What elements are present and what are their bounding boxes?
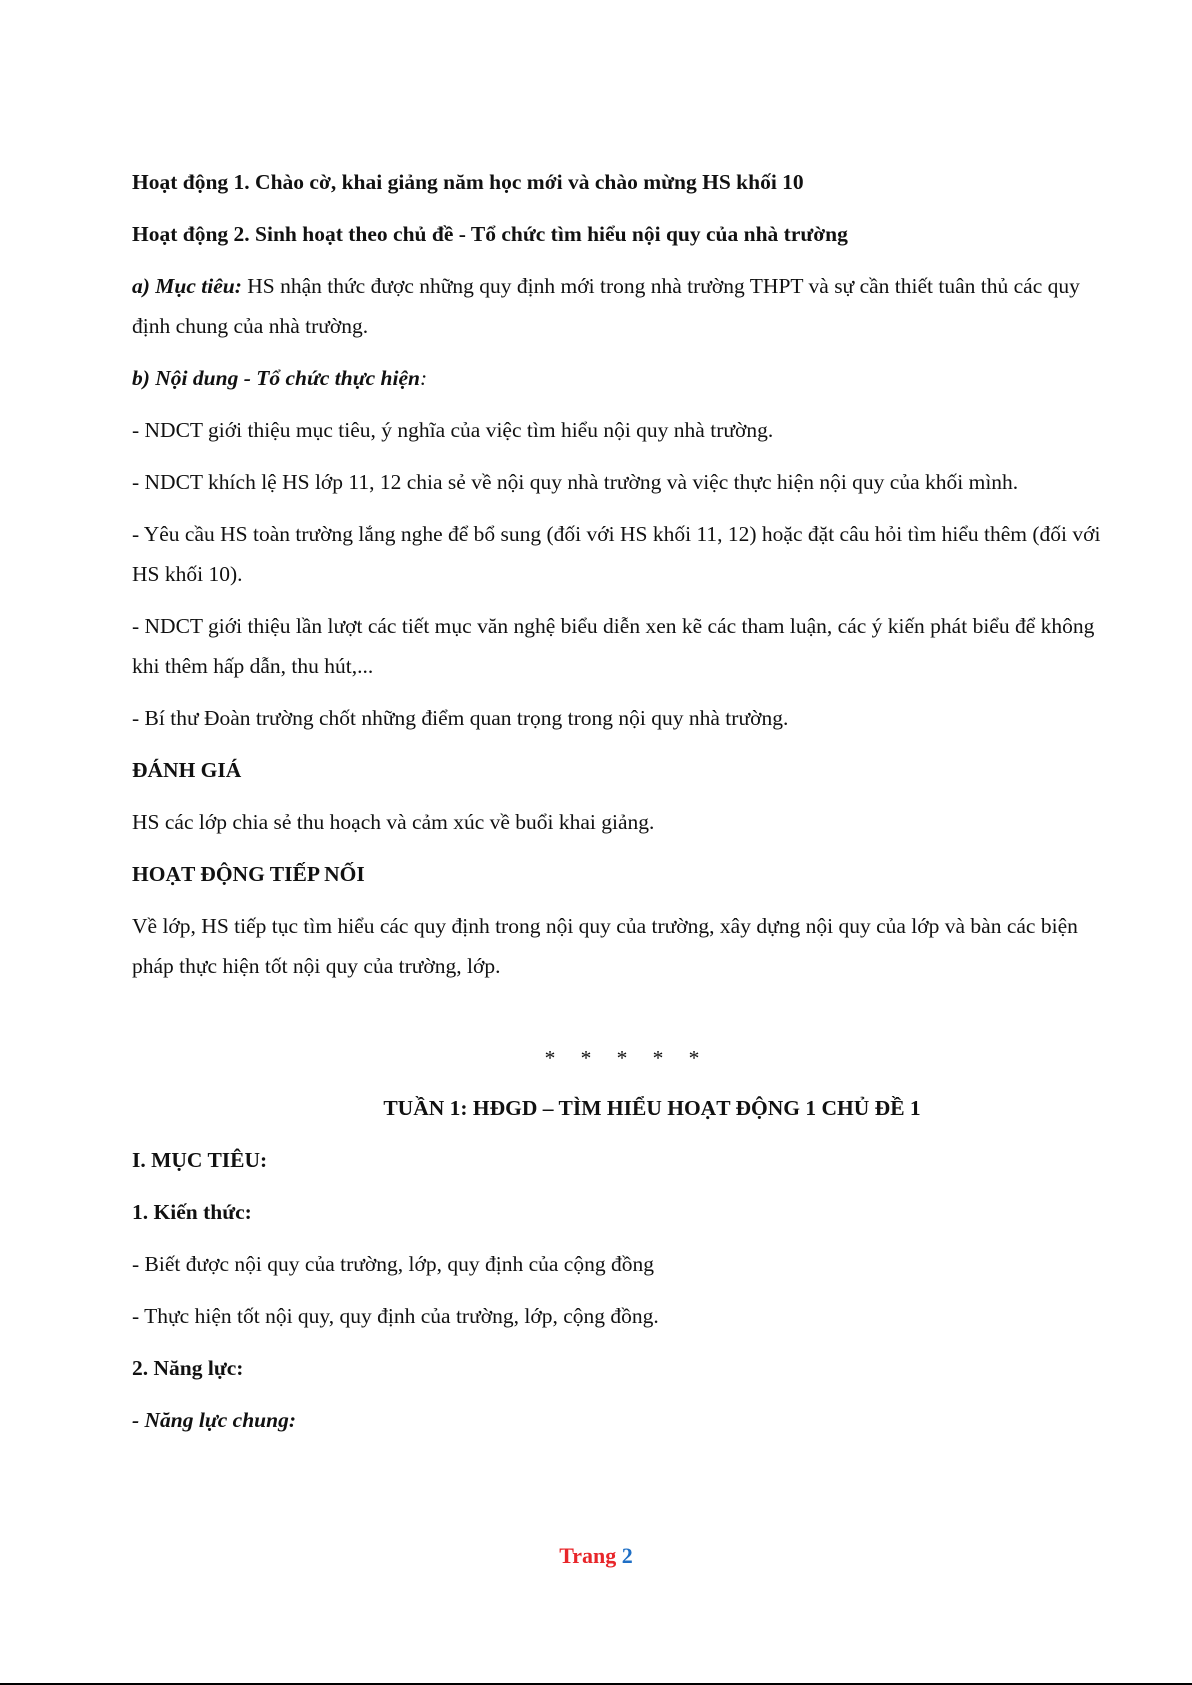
objective-paragraph [132, 266, 1112, 346]
competency-heading: 2. Năng lực: [132, 1356, 244, 1380]
content-label: b) Nội dung - Tổ chức thực hiện [132, 366, 420, 390]
general-competency-heading: - Năng lực chung: [132, 1408, 296, 1432]
separator-star: * [616, 1046, 628, 1070]
followup-text: Về lớp, HS tiếp tục tìm hiểu các quy định trong nội quy của trường, xây dựng nội quy của lớp và bàn các biện pháp thực hiện tốt nội quy của trường, lớp. [132, 914, 1078, 978]
separator-star: * [544, 1046, 556, 1070]
section-objectives: I. MỤC TIÊU: [132, 1148, 268, 1172]
page-label: Trang [559, 1543, 622, 1568]
page-footer [0, 1543, 1192, 1569]
page-number: 2 [621, 1543, 633, 1568]
bullet-item: - NDCT giới thiệu lần lượt các tiết mục văn nghệ biểu diễn xen kẽ các tham luận, các ý kiến phát biểu để không khi thêm hấp dẫn, thu hút,... [132, 614, 1095, 678]
week-title: TUẦN 1: HĐGD – TÌM HIỂU HOẠT ĐỘNG 1 CHỦ ĐỀ 1 [383, 1096, 921, 1120]
separator-star: * [652, 1046, 664, 1070]
content-colon: : [419, 366, 428, 390]
document-body [132, 162, 1112, 1452]
heading-activity-1: Hoạt động 1. Chào cờ, khai giảng năm học mới và chào mừng HS khối 10 [132, 170, 804, 194]
bullet-item: - NDCT giới thiệu mục tiêu, ý nghĩa của việc tìm hiểu nội quy nhà trường. [132, 418, 774, 442]
knowledge-item: - Biết được nội quy của trường, lớp, quy định của cộng đồng [132, 1252, 654, 1276]
separator-star: * [688, 1046, 700, 1070]
objective-text: HS nhận thức được những quy định mới trong nhà trường THPT và sự cần thiết tuân thủ các quy định chung của nhà trường. [132, 274, 1080, 338]
bullet-item: - Bí thư Đoàn trường chốt những điểm quan trọng trong nội quy nhà trường. [132, 706, 789, 730]
followup-heading: HOẠT ĐỘNG TIẾP NỐI [132, 862, 365, 886]
bullet-item: - NDCT khích lệ HS lớp 11, 12 chia sẻ về nội quy nhà trường và việc thực hiện nội quy của khối mình. [132, 470, 1019, 494]
heading-activity-2: Hoạt động 2. Sinh hoạt theo chủ đề - Tổ chức tìm hiểu nội quy của nhà trường [132, 222, 848, 246]
bullet-item: - Yêu cầu HS toàn trường lắng nghe để bổ sung (đối với HS khối 11, 12) hoặc đặt câu hỏi tìm hiểu thêm (đối với HS khối 10). [132, 522, 1101, 586]
content-heading [132, 358, 1112, 398]
separator-star: * [580, 1046, 592, 1070]
evaluation-heading: ĐÁNH GIÁ [132, 758, 242, 782]
objective-label: a) Mục tiêu: [132, 274, 242, 298]
section-separator [132, 1038, 1112, 1078]
knowledge-heading: 1. Kiến thức: [132, 1200, 252, 1224]
evaluation-text: HS các lớp chia sẻ thu hoạch và cảm xúc về buổi khai giảng. [132, 810, 655, 834]
knowledge-item: - Thực hiện tốt nội quy, quy định của trường, lớp, cộng đồng. [132, 1304, 659, 1328]
